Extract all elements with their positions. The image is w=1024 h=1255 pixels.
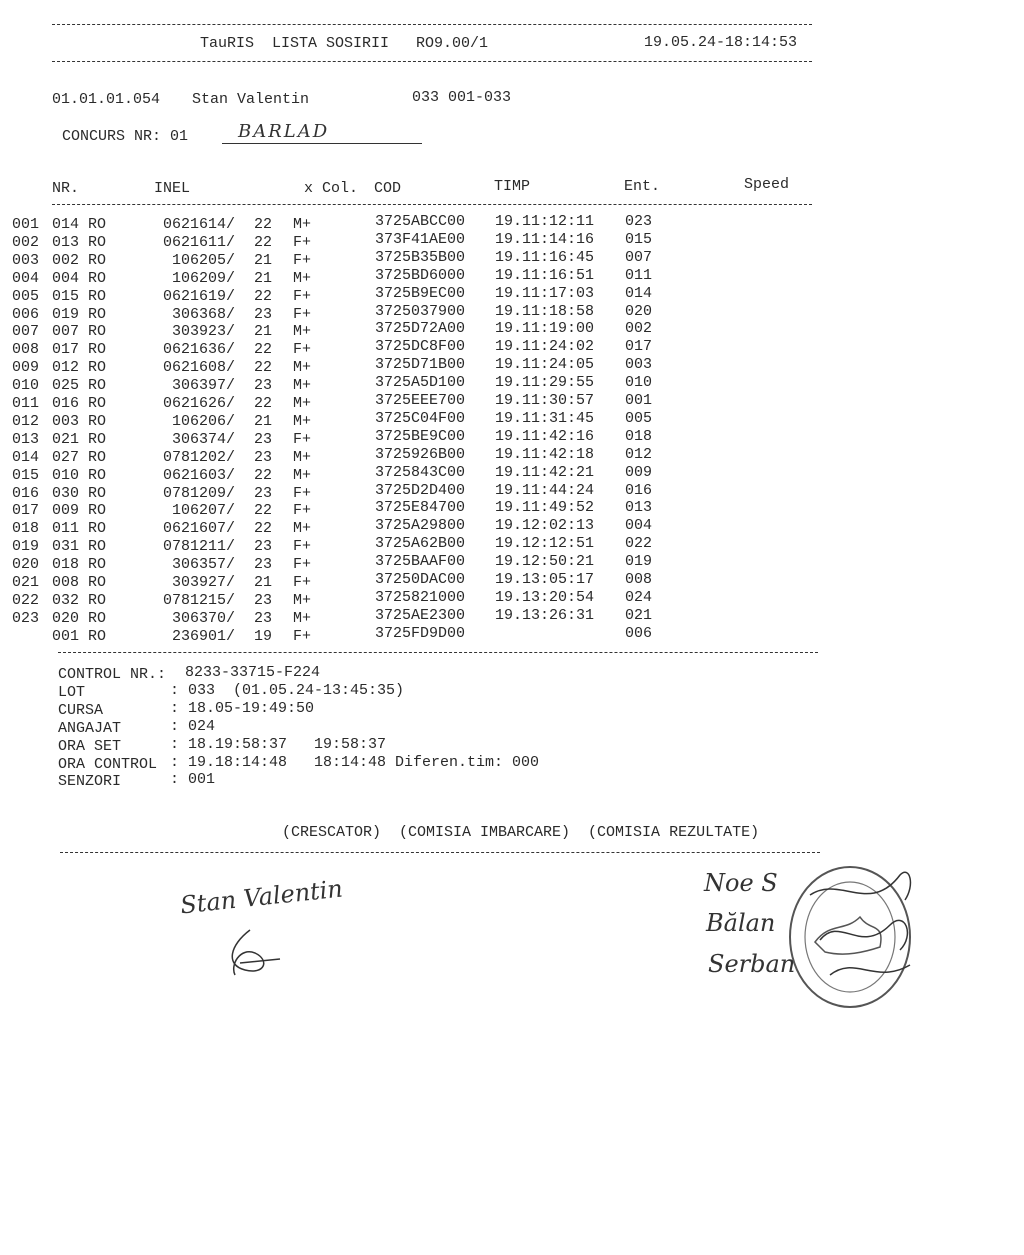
col-inel: INEL xyxy=(154,180,191,197)
row-sex: M+ xyxy=(293,591,312,609)
row-cod: 3725E84700 xyxy=(375,499,466,517)
row-sex: F+ xyxy=(293,484,312,502)
row-sex: M+ xyxy=(293,609,312,627)
row-ent: 022 xyxy=(625,535,653,553)
row-year: 23 xyxy=(254,609,273,627)
row-inel: 106205/ xyxy=(171,251,235,269)
table-bottom-rule xyxy=(58,652,818,653)
control-value: : 001 xyxy=(170,771,216,789)
table-row xyxy=(0,624,1024,646)
row-pos: 011 xyxy=(12,395,40,412)
row-year: 23 xyxy=(254,538,273,556)
row-sex: M+ xyxy=(293,216,312,233)
row-pos: 016 xyxy=(12,484,40,502)
row-cod: 3725C04F00 xyxy=(375,409,466,427)
row-ent: 006 xyxy=(625,624,653,642)
row-timp: 19.11:42:16 xyxy=(495,427,595,445)
row-nr: 018 RO xyxy=(52,556,107,574)
row-year: 19 xyxy=(254,627,273,645)
row-year: 23 xyxy=(254,305,273,323)
race-underline xyxy=(222,143,422,144)
col-col: x Col. xyxy=(304,180,359,197)
row-ent: 009 xyxy=(625,463,653,481)
row-pos: 006 xyxy=(12,305,40,323)
crescator-signature: Stan Valentin xyxy=(178,874,345,920)
row-inel: 306368/ xyxy=(171,305,235,323)
row-cod: 3725D72A00 xyxy=(375,320,466,338)
row-year: 23 xyxy=(254,484,273,502)
row-inel: 106209/ xyxy=(171,269,235,287)
row-year: 22 xyxy=(254,520,273,538)
control-label: ORA CONTROL xyxy=(58,755,158,773)
control-label: SENZORI xyxy=(58,773,122,791)
row-nr: 016 RO xyxy=(52,395,107,412)
row-sex: F+ xyxy=(293,251,312,269)
signature-rule xyxy=(60,852,820,853)
row-pos: 005 xyxy=(12,287,40,305)
control-value: : 18.19:58:37 19:58:37 xyxy=(170,735,387,753)
row-sex: F+ xyxy=(293,287,312,305)
row-timp: 19.12:02:13 xyxy=(495,517,595,535)
col-cod: COD xyxy=(374,180,402,197)
row-pos: 015 xyxy=(12,466,40,484)
row-cod: 3725D2D400 xyxy=(375,481,466,499)
row-inel: 0781211/ xyxy=(162,538,235,556)
row-timp: 19.11:30:57 xyxy=(495,392,595,409)
col-timp: TIMP xyxy=(494,178,531,195)
header-bottom-rule xyxy=(52,61,812,62)
row-ent: 007 xyxy=(625,248,653,266)
row-inel: 303923/ xyxy=(171,323,235,341)
row-cod: 3725843C00 xyxy=(375,463,466,481)
row-ent: 020 xyxy=(625,302,653,320)
control-value: : 024 xyxy=(170,717,216,735)
row-timp: 19.11:42:21 xyxy=(495,463,595,481)
row-year: 22 xyxy=(254,395,273,412)
row-year: 21 xyxy=(254,269,273,287)
row-year: 23 xyxy=(254,556,273,574)
row-inel: 0781215/ xyxy=(162,591,235,609)
row-sex: M+ xyxy=(293,269,312,287)
row-nr: 031 RO xyxy=(52,538,107,556)
row-year: 22 xyxy=(254,359,273,377)
commission-scribbles xyxy=(800,855,925,995)
col-nr: NR. xyxy=(52,180,80,197)
row-pos: 020 xyxy=(12,556,40,574)
row-year: 21 xyxy=(254,323,273,341)
table-header-rule xyxy=(52,204,812,205)
row-year: 22 xyxy=(254,466,273,484)
row-sex: F+ xyxy=(293,538,312,556)
control-value: : 033 (01.05.24-13:45:35) xyxy=(170,681,405,699)
row-sex: M+ xyxy=(293,448,312,466)
row-nr: 020 RO xyxy=(52,609,107,627)
row-sex: M+ xyxy=(293,359,312,377)
row-cod: 3725821000 xyxy=(375,588,466,606)
row-pos: 022 xyxy=(12,591,40,609)
row-nr: 017 RO xyxy=(52,341,107,359)
row-nr: 025 RO xyxy=(52,377,107,395)
row-inel: 0781202/ xyxy=(162,448,235,466)
row-inel: 306397/ xyxy=(171,377,235,395)
row-timp: 19.13:05:17 xyxy=(495,571,595,588)
control-value: : 18.05-19:49:50 xyxy=(170,699,315,717)
row-timp: 19.11:16:45 xyxy=(495,248,595,266)
row-nr: 019 RO xyxy=(52,305,107,323)
row-sex: F+ xyxy=(293,430,312,448)
row-ent: 008 xyxy=(625,571,653,588)
row-inel: 0621626/ xyxy=(162,395,235,412)
table-row xyxy=(0,606,1024,628)
row-ent: 024 xyxy=(625,588,653,606)
row-cod: 3725AE2300 xyxy=(375,606,466,624)
row-sex: F+ xyxy=(293,305,312,323)
row-ent: 005 xyxy=(625,409,653,427)
row-timp: 19.11:19:00 xyxy=(495,320,595,338)
row-nr: 021 RO xyxy=(52,430,107,448)
row-inel: 236901/ xyxy=(171,627,235,645)
row-ent: 016 xyxy=(625,481,653,499)
row-sex: F+ xyxy=(293,627,312,645)
crescator-scribble xyxy=(220,925,290,980)
row-pos: 007 xyxy=(12,323,40,341)
row-timp: 19.12:50:21 xyxy=(495,553,595,571)
control-label: ANGAJAT xyxy=(58,719,122,737)
row-year: 23 xyxy=(254,591,273,609)
row-pos: 004 xyxy=(12,269,40,287)
row-inel: 0621619/ xyxy=(162,287,235,305)
row-timp: 19.11:24:05 xyxy=(495,356,595,374)
row-ent: 015 xyxy=(625,230,653,248)
row-timp: 19.11:31:45 xyxy=(495,409,595,427)
row-ent: 002 xyxy=(625,320,653,338)
row-sex: M+ xyxy=(293,323,312,341)
fancier-name: Stan Valentin xyxy=(192,91,310,108)
col-ent: Ent. xyxy=(624,178,661,195)
row-inel: 0781209/ xyxy=(162,484,235,502)
row-ent: 018 xyxy=(625,427,653,445)
row-nr: 014 RO xyxy=(52,216,107,233)
row-pos: 003 xyxy=(12,251,40,269)
row-cod: 3725A5D100 xyxy=(375,374,466,392)
row-pos: 002 xyxy=(12,233,40,251)
row-sex: M+ xyxy=(293,520,312,538)
row-pos: 021 xyxy=(12,574,40,591)
row-timp: 19.13:26:31 xyxy=(495,606,595,624)
row-ent: 017 xyxy=(625,338,653,356)
row-pos: 014 xyxy=(12,448,40,466)
row-inel: 306374/ xyxy=(171,430,235,448)
row-cod: 3725B35B00 xyxy=(375,248,466,266)
control-value: : 19.18:14:48 18:14:48 Diferen.tim: 000 xyxy=(170,753,540,771)
row-timp: 19.12:12:51 xyxy=(495,535,595,553)
row-cod: 3725BAAF00 xyxy=(375,553,466,571)
row-nr: 015 RO xyxy=(52,287,107,305)
row-nr: 003 RO xyxy=(52,412,107,430)
row-inel: 306370/ xyxy=(171,609,235,627)
row-inel: 106206/ xyxy=(171,412,235,430)
control-label: CONTROL NR.: xyxy=(58,666,167,683)
row-year: 23 xyxy=(254,430,273,448)
row-pos: 008 xyxy=(12,341,40,359)
row-pos: 009 xyxy=(12,359,40,377)
row-year: 22 xyxy=(254,341,273,359)
row-sex: F+ xyxy=(293,556,312,574)
row-cod: 3725A29800 xyxy=(375,517,466,535)
row-year: 23 xyxy=(254,448,273,466)
row-cod: 3725926B00 xyxy=(375,445,466,463)
row-nr: 008 RO xyxy=(52,574,107,591)
control-value: 8233-33715-F224 xyxy=(176,664,321,681)
row-sex: F+ xyxy=(293,233,312,251)
row-pos: 023 xyxy=(12,609,40,627)
row-nr: 013 RO xyxy=(52,233,107,251)
row-timp: 19.11:42:18 xyxy=(495,445,595,463)
fancier-range: 033 001-033 xyxy=(412,89,512,106)
row-ent: 011 xyxy=(625,266,653,284)
row-pos: 019 xyxy=(12,538,40,556)
row-inel: 303927/ xyxy=(171,574,235,591)
row-pos: 013 xyxy=(12,430,40,448)
row-nr: 027 RO xyxy=(52,448,107,466)
row-pos: 001 xyxy=(12,216,40,233)
row-inel: 0621614/ xyxy=(162,216,235,233)
row-nr: 012 RO xyxy=(52,359,107,377)
report-datetime: 19.05.24-18:14:53 xyxy=(644,34,798,51)
row-nr: 007 RO xyxy=(52,323,107,341)
row-ent: 004 xyxy=(625,517,653,535)
row-ent: 010 xyxy=(625,374,653,392)
header-top-rule xyxy=(52,24,812,25)
row-cod: 3725037900 xyxy=(375,302,466,320)
row-timp: 19.11:17:03 xyxy=(495,284,595,302)
row-pos: 018 xyxy=(12,520,40,538)
row-inel: 306357/ xyxy=(171,556,235,574)
row-timp: 19.11:24:02 xyxy=(495,338,595,356)
row-year: 21 xyxy=(254,574,273,591)
race-label: CONCURS NR: 01 xyxy=(62,128,189,145)
row-timp: 19.13:20:54 xyxy=(495,588,595,606)
row-pos: 012 xyxy=(12,412,40,430)
row-sex: M+ xyxy=(293,377,312,395)
race-handwritten-name: BARLAD xyxy=(238,121,330,142)
row-cod: 3725EEE700 xyxy=(375,392,466,409)
row-nr: 004 RO xyxy=(52,269,107,287)
row-ent: 003 xyxy=(625,356,653,374)
commission-name-3: Serban xyxy=(708,950,796,978)
row-nr: 001 RO xyxy=(52,627,107,645)
commission-name-2: Bălan xyxy=(706,909,776,937)
row-inel: 0621608/ xyxy=(162,359,235,377)
row-cod: 3725B9EC00 xyxy=(375,284,466,302)
row-nr: 002 RO xyxy=(52,251,107,269)
row-sex: M+ xyxy=(293,466,312,484)
row-year: 22 xyxy=(254,216,273,233)
row-ent: 019 xyxy=(625,553,653,571)
signature-roles: (CRESCATOR) (COMISIA IMBARCARE) (COMISIA REZULTATE) xyxy=(282,824,760,841)
row-year: 23 xyxy=(254,377,273,395)
control-label: ORA SET xyxy=(58,737,122,755)
row-inel: 0621607/ xyxy=(162,520,235,538)
row-cod: 3725A62B00 xyxy=(375,535,466,553)
row-cod: 3725FD9D00 xyxy=(375,624,466,642)
row-timp: 19.11:18:58 xyxy=(495,302,595,320)
row-ent: 001 xyxy=(625,392,653,409)
row-sex: M+ xyxy=(293,412,312,430)
row-sex: F+ xyxy=(293,502,312,520)
control-label: CURSA xyxy=(58,701,104,719)
row-cod: 37250DAC00 xyxy=(375,571,466,588)
row-nr: 030 RO xyxy=(52,484,107,502)
row-ent: 013 xyxy=(625,499,653,517)
row-ent: 021 xyxy=(625,606,653,624)
row-inel: 0621603/ xyxy=(162,466,235,484)
row-inel: 106207/ xyxy=(171,502,235,520)
control-label: LOT xyxy=(58,683,86,701)
row-timp: 19.11:16:51 xyxy=(495,266,595,284)
row-cod: 3725ABCC00 xyxy=(375,213,466,230)
row-year: 22 xyxy=(254,287,273,305)
row-cod: 3725BD6000 xyxy=(375,266,466,284)
row-pos: 017 xyxy=(12,502,40,520)
row-pos: 010 xyxy=(12,377,40,395)
row-year: 21 xyxy=(254,251,273,269)
row-cod: 3725D71B00 xyxy=(375,356,466,374)
row-year: 21 xyxy=(254,412,273,430)
row-nr: 010 RO xyxy=(52,466,107,484)
row-year: 22 xyxy=(254,233,273,251)
row-nr: 011 RO xyxy=(52,520,107,538)
row-cod: 3725DC8F00 xyxy=(375,338,466,356)
report-title: TauRIS LISTA SOSIRII RO9.00/1 xyxy=(200,35,489,52)
row-timp: 19.11:49:52 xyxy=(495,499,595,517)
row-timp: 19.11:12:11 xyxy=(495,213,595,230)
row-ent: 012 xyxy=(625,445,653,463)
row-timp: 19.11:29:55 xyxy=(495,374,595,392)
row-sex: M+ xyxy=(293,395,312,412)
row-ent: 014 xyxy=(625,284,653,302)
row-sex: F+ xyxy=(293,341,312,359)
col-speed: Speed xyxy=(744,176,790,193)
commission-name-1: Noe S xyxy=(704,869,778,897)
row-sex: F+ xyxy=(293,574,312,591)
table-header xyxy=(0,176,1024,198)
row-inel: 0621611/ xyxy=(162,233,235,251)
row-cod: 373F41AE00 xyxy=(375,230,466,248)
row-inel: 0621636/ xyxy=(162,341,235,359)
fancier-code: 01.01.01.054 xyxy=(52,91,161,108)
row-cod: 3725BE9C00 xyxy=(375,427,466,445)
row-year: 22 xyxy=(254,502,273,520)
row-nr: 009 RO xyxy=(52,502,107,520)
row-ent: 023 xyxy=(625,213,653,230)
row-timp: 19.11:44:24 xyxy=(495,481,595,499)
row-timp: 19.11:14:16 xyxy=(495,230,595,248)
row-nr: 032 RO xyxy=(52,591,107,609)
